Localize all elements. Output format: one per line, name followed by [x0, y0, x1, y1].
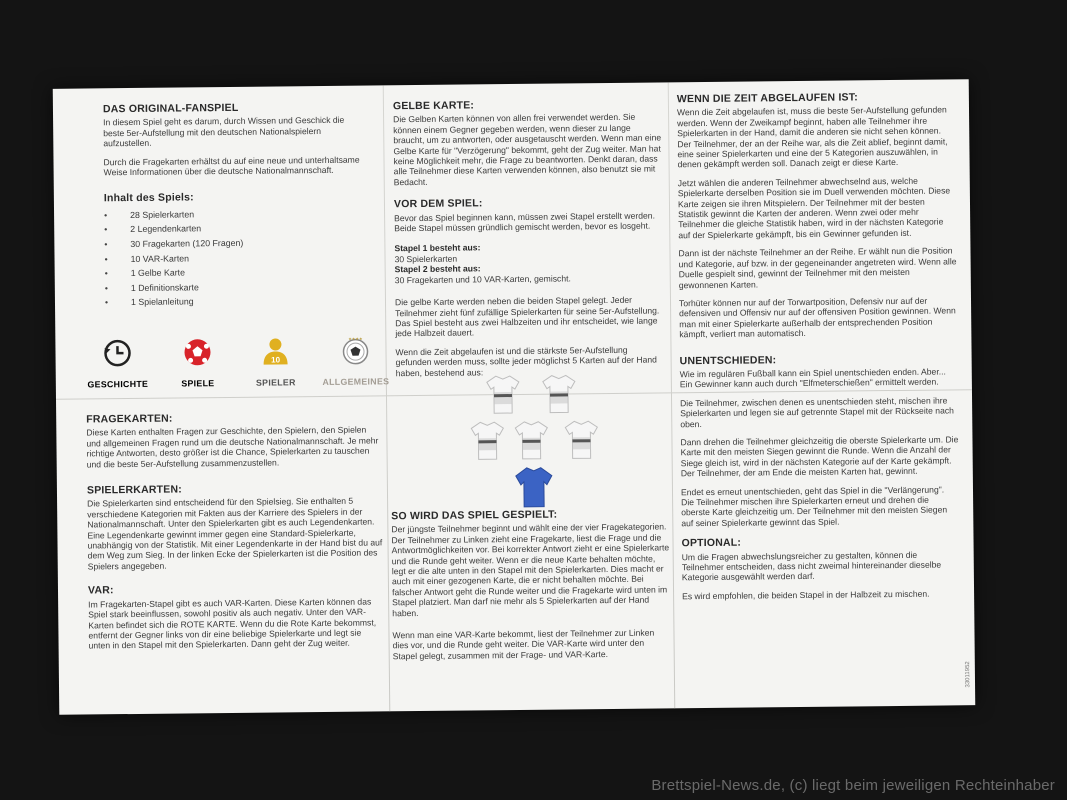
stapel-text: 30 Fragekarten und 10 VAR-Karten, gemischt.	[394, 273, 571, 285]
article-number: 33011952	[964, 661, 972, 688]
jersey-icon	[470, 420, 504, 460]
body-text: Die Teilnehmer, zwischen denen es unentschieden steht, mischen ihre Spielerkarten und legen sie auf getrennte Stapel mit der Rückseite nach oben.	[680, 395, 954, 429]
svg-text:★★★★: ★★★★	[348, 336, 363, 342]
body-text: Es wird empfohlen, die beiden Stapel in der Halbzeit zu mischen.	[682, 588, 930, 602]
body-text: Dann ist der nächste Teilnehmer an der Reihe. Er wählt nun die Position und Kategorie, auf bzw. in der gegeneinander angetreten wird. Wenn alle Duelle gespielt sind, gewinnt der Teilnehmer mit den meisten gewonnenen Karten.	[678, 245, 957, 290]
section-title-zeit-abgelaufen: WENN DIE ZEIT ABGELAUFEN IST:	[676, 91, 858, 106]
player-number: 10	[271, 355, 281, 365]
section-title-optional: OPTIONAL:	[681, 536, 742, 550]
watermark: Brettspiel-News.de, (c) liegt beim jeweiligen Rechteinhaber	[651, 777, 1055, 794]
section-title-fanspiel: DAS ORIGINAL-FANSPIEL	[102, 101, 239, 116]
body-text: Die Spielerkarten sind entscheidend für den Spielsieg. Sie enthalten 5 verschiedene Kategorien mit Fakten aus der Karriere des Spielers in der Nationalmannschaft. Unter den Spielerkarten gibt es auch Legendenkarten. Eine Legendenkarte gewinnt immer gegen eine Standard-Spielerkarte, unabhängig von der Statistik. Mit einer Legendenkarte in der Hand bist du auf dem Weg zum Sieg. In der linken Ecke der Spielerkarten ist die Position des Spielers angegeben.	[87, 496, 383, 572]
category-label: SPIELER	[255, 377, 296, 388]
ball-icon	[182, 337, 212, 367]
jersey-icon	[542, 373, 576, 413]
body-text: Dann drehen die Teilnehmer gleichzeitig die oberste Spielerkarte um. Die Karte mit den meisten Siegen gewinnt die Runde. Wenn die Anzahl der Siege gleich ist, wird in der nächsten Kategorie auf der Karte gekämpft. Der Teilnehmer, der am Ende die meisten Karten hat, gewinnt.	[680, 434, 959, 479]
contents-title: Inhalt des Spiels:	[103, 191, 194, 205]
col2-top	[393, 98, 666, 386]
stapel-2	[395, 262, 665, 286]
col1-bottom	[86, 411, 384, 659]
stapel-text: 30 Spielerkarten	[394, 253, 458, 265]
col1-top	[103, 102, 365, 313]
col3	[677, 91, 960, 609]
list-item: • 1 Definitionskarte	[105, 280, 365, 297]
category-geschichte	[77, 338, 158, 390]
section-title-var: VAR:	[87, 584, 114, 597]
instruction-sheet	[53, 79, 976, 715]
body-text: Torhüter können nur auf der Torwartposition, Defensiv nur auf der defensiven und Offensiv nur auf der offensiven Position gewinnen. Wenn man mit einer Spielerkarte außerhalb der entsprechenden Position kämpft, verliert man automatisch.	[678, 295, 956, 340]
category-label: ALLGEMEINES	[322, 376, 390, 388]
goalkeeper-jersey-icon	[515, 466, 553, 508]
jersey-icon	[514, 420, 548, 460]
list-item: • 1 Spielanleitung	[105, 295, 365, 312]
stapel-label: Stapel 1 besteht aus:	[394, 242, 481, 254]
jersey-formation	[476, 373, 617, 504]
body-text: Endet es erneut unentschieden, geht das Spiel in die "Verlängerung". Die Teilnehmer mischen ihre Spielerkarten erneut und drehen die oberste Karte gleichzeitig um. Der Teilnehmer mit den meisten Siegen auf seiner Spielerkarte gewinnt das Spiel.	[680, 484, 948, 529]
category-label: SPIELE	[181, 378, 215, 389]
list-item: • 1 Gelbe Karte	[105, 266, 365, 283]
intro-text: Durch die Fragekarten erhältst du auf eine neue und unterhaltsame Weise Informationen über die deutsche Nationalmannschaft.	[103, 154, 360, 178]
fold-line	[383, 85, 391, 711]
body-text: Wenn man eine VAR-Karte bekommt, liest der Teilnehmer zur Linken dies vor, und die Runde geht weiter. Die VAR-Karte wird unter den Stapel gelegt, zusammen mit der Frage- und VAR-Karte.	[392, 627, 655, 662]
col2-bottom	[391, 508, 671, 669]
section-title-fragekarten: FRAGEKARTEN:	[86, 412, 173, 426]
stapel-1	[394, 241, 664, 265]
list-item: • 2 Legendenkarten	[104, 222, 364, 239]
category-label: GESCHICHTE	[87, 378, 149, 390]
history-icon	[102, 338, 132, 368]
jersey-icon	[486, 374, 520, 414]
body-text: Im Fragekarten-Stapel gibt es auch VAR-Karten. Diese Karten können das Spiel stark beeinflussen, sowohl positiv als auch negativ. Unter den VAR-Karten befindet sich die ROTE KARTE. Wenn du die Rote Karte bekommst, entfernt der Gegner links von dir eine beliebige Spielerkarte und legt sie unten in den Stapel mit den Spielerkarten. Dann geht der Zug weiter.	[88, 596, 377, 651]
body-text: Die Gelben Karten können von allen frei verwendet werden. Sie können einem Gegner gegeben werden, wenn dieser zu lange braucht, um zu antworten, oder ausgetauscht werden. Wenn man eine Gelbe Karte für "Verzögerung" bekommt, geht der Zug weiter. Man hat keine Möglichkeit mehr, die Frage zu beantworten. Denkt daran, dass alle Teilnehmer diese Karten verwenden können, also benutzt sie mit Bedacht.	[393, 112, 662, 188]
category-spieler	[235, 336, 316, 388]
section-title-unentschieden: UNENTSCHIEDEN:	[679, 353, 777, 367]
body-text: Bevor das Spiel beginnen kann, müssen zwei Stapel erstellt werden. Beide Stapel müssen gründlich gemischt werden, bevor es losgeht.	[394, 210, 655, 234]
body-text: Der jüngste Teilnehmer beginnt und wählt eine der vier Fragekategorien. Der Teilnehmer zu Linken zieht eine Fragekarte, liest die Frage und die Antwortmöglichkeiten vor. Bei korrekter Antwort zieht er eine Spielerkarte und die Runde geht weiter. Wenn er die neue Karte behalten möchte, legt er die alte unten in den Stapel mit den Spielerkarten. Dies macht er auch mit einer gezogenen Karte, die er nicht behalten möchte. Bei falscher Antwort geht die Runde weiter und die Fragekarte wird unten im Stapel platziert. Man darf nie mehr als 5 Spielerkarten auf der Hand haben.	[391, 521, 670, 618]
body-text: Diese Karten enthalten Fragen zur Geschichte, den Spielern, den Spielen und allgemeinen Fragen rund um die deutsche Nationalmannschaft. Je mehr richtige Antworten, desto größer ist die Chance, Spielerkarten zu tauschen und die beste 5er-Aufstellung zusammenzustellen.	[86, 424, 379, 470]
body-text: Wenn die Zeit abgelaufen ist, muss die beste 5er-Aufstellung gefunden werden. Wenn der Zweikampf beginnt, haben alle Teilnehmer ihre Spielerkarten in der Hand, damit die anderen sie nicht sehen können. Der Teilnehmer, der an der Reihe war, als die Zeit ablief, beginnt damit, eine seiner Spielerkarten und eine der 5 Kategorien auszuwählen, in denen gekämpft werden soll. Danach zeigt er diese Karte.	[676, 104, 948, 170]
category-legend	[85, 335, 390, 390]
list-item: • 10 VAR-Karten	[104, 251, 364, 268]
body-text: Wenn die Zeit abgelaufen ist und die stärkste 5er-Aufstellung gefunden werden muss, sollte jeder möglichst 5 Karten auf der Hand haben, bestehend aus:	[395, 344, 657, 378]
section-title-vor-dem-spiel: VOR DEM SPIEL:	[393, 197, 483, 211]
section-title-so-wird-gespielt: SO WIRD DAS SPIEL GESPIELT:	[391, 508, 558, 523]
intro-text: In diesem Spiel geht es darum, durch Wissen und Geschick die beste 5er-Aufstellung mit den deutschen Nationalspielern aufzustellen.	[103, 115, 345, 149]
body-text: Die gelbe Karte werden neben die beiden Stapel gelegt. Jeder Teilnehmer zieht fünf zufällige Spielerkarten für seine 5er-Aufstellung. Das Spiel besteht aus zwei Halbzeiten und ihr entscheidet, wie lange jede Halbzeit dauert.	[394, 294, 660, 339]
body-text: Jetzt wählen die anderen Teilnehmer abwechselnd aus, welche Spielerkarte derselben Position sie im Duell verwenden möchten. Diese Karte zeigen sie ihren Mitspielern. Der Teilnehmer mit der besten Statistik gewinnt die Karten der anderen. Wenn zwei oder mehr Teilnehmer die gleiche Statistik haben, wird in der nächsten Kategorie auf der Spielerkarte gekämpft, bis ein Gewinner gefunden ist.	[677, 175, 951, 241]
section-title-spielerkarten: SPIELERKARTEN:	[86, 483, 182, 497]
body-text: Um die Fragen abwechslungsreicher zu gestalten, können die Teilnehmer entscheiden, dass nicht zweimal hintereinander dieselbe Kategorie ausgewählt werden darf.	[681, 549, 942, 583]
body-text: Wie im regulären Fußball kann ein Spiel unentschieden enden. Aber... Ein Gewinner kann auch durch "Elfmeterschießen" ermittelt werden.	[679, 366, 946, 390]
stapel-label: Stapel 2 besteht aus:	[394, 263, 481, 275]
crest-icon	[340, 336, 370, 366]
section-title-gelbe-karte: GELBE KARTE:	[392, 99, 475, 113]
list-item: • 28 Spielerkarten	[104, 207, 364, 224]
list-item: • 30 Fragekarten (120 Fragen)	[104, 237, 364, 254]
category-allgemeines	[315, 335, 396, 387]
contents-list	[104, 207, 365, 312]
category-spiele	[157, 337, 238, 389]
jersey-icon	[564, 419, 598, 459]
player-icon	[260, 336, 290, 366]
